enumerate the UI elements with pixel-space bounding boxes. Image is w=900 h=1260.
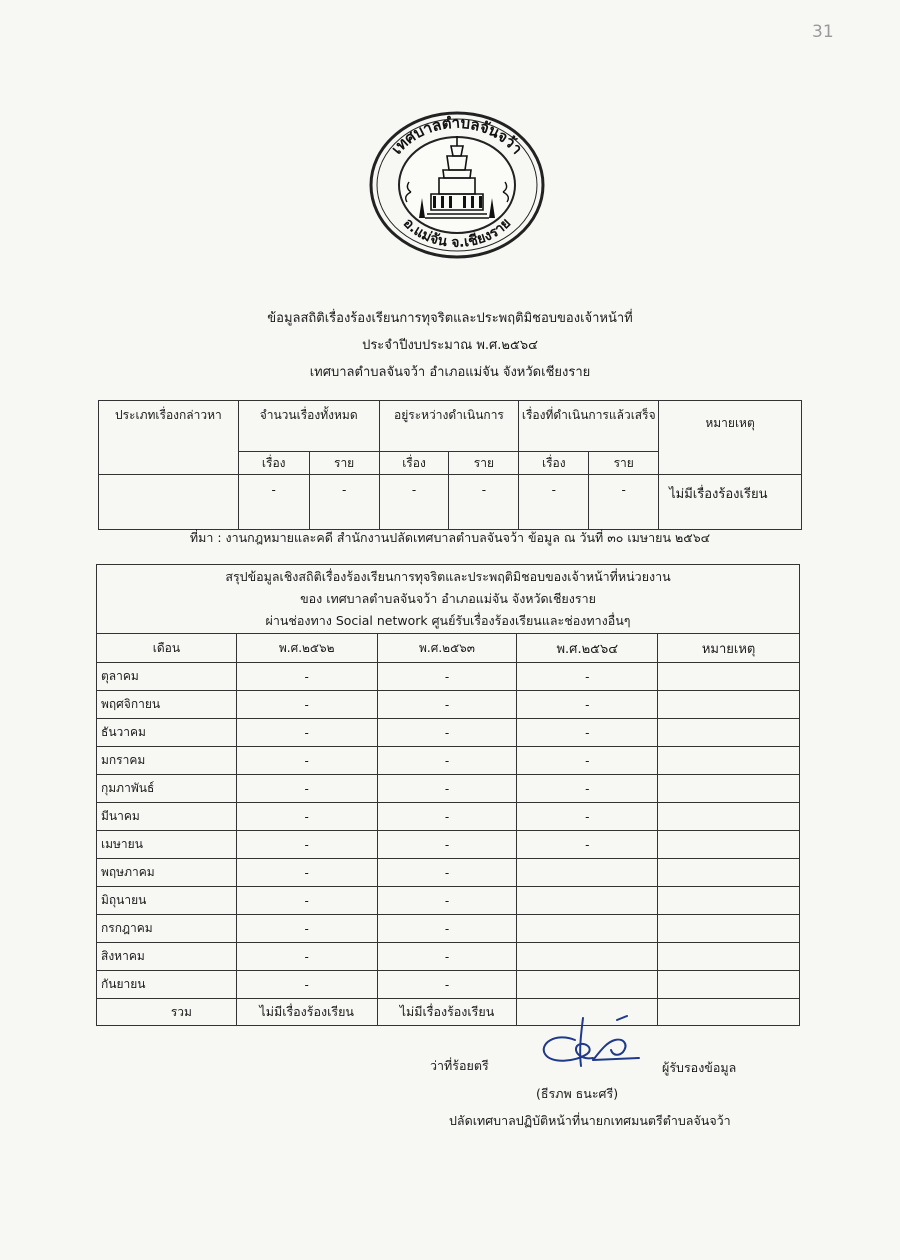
value-cell: - [236, 719, 377, 747]
remark-cell [658, 803, 800, 831]
value-cell: - [519, 475, 589, 530]
value-cell: - [517, 747, 658, 775]
remark-cell [658, 747, 800, 775]
caption-line-1: สรุปข้อมูลเชิงสถิติเรื่องร้องเรียนการทุจริตและประพฤติมิชอบของเจ้าหน้าที่หน่วยงาน [225, 569, 671, 584]
value-cell: - [517, 803, 658, 831]
value-cell: - [236, 915, 377, 943]
municipality-seal-logo [367, 110, 547, 260]
value-cell: - [236, 775, 377, 803]
value-cell: - [236, 887, 377, 915]
signer-position: ปลัดเทศบาลปฏิบัติหน้าที่นายกเทศมนตรีตำบลจันจว้า [449, 1113, 731, 1128]
organization-line: เทศบาลตำบลจันจว้า อำเภอแม่จัน จังหวัดเชียงราย [309, 365, 591, 380]
month-cell: ตุลาคม [97, 663, 237, 691]
header-year-2564: พ.ศ.๒๕๖๔ [517, 634, 658, 663]
value-cell: - [517, 663, 658, 691]
signer-prefix: ว่าที่ร้อยตรี [430, 1058, 489, 1073]
remark-cell [658, 943, 800, 971]
month-cell: กรกฎาคม [97, 915, 237, 943]
value-cell: - [377, 663, 517, 691]
handwritten-signature [535, 1010, 645, 1072]
value-cell: - [377, 831, 517, 859]
remark-cell [658, 691, 800, 719]
remark-cell [658, 915, 800, 943]
remark-cell [658, 831, 800, 859]
value-cell [517, 887, 658, 915]
value-cell: - [589, 475, 659, 530]
table-row [97, 663, 800, 691]
subheader-person: ราย [449, 452, 519, 475]
month-rows [97, 663, 800, 999]
source-note: ที่มา : งานกฎหมายและคดี สำนักงานปลัดเทศบาลตำบลจันจว้า ข้อมูล ณ วันที่ ๓๐ เมษายน ๒๕๖๔ [189, 530, 711, 545]
month-cell: มิถุนายน [97, 887, 237, 915]
month-cell: สิงหาคม [97, 943, 237, 971]
subheader-story: เรื่อง [238, 452, 309, 475]
monthly-summary-table [96, 564, 800, 1026]
page-number: 31 [812, 22, 834, 42]
month-cell: ธันวาคม [97, 719, 237, 747]
month-cell: กุมภาพันธ์ [97, 775, 237, 803]
header-year-2563: พ.ศ.๒๕๖๓ [377, 634, 517, 663]
value-cell: - [377, 887, 517, 915]
remark-cell [658, 859, 800, 887]
table-row [99, 475, 802, 530]
value-cell: - [377, 747, 517, 775]
complaint-type-cell [99, 475, 239, 530]
value-cell: - [238, 475, 309, 530]
value-cell: - [517, 831, 658, 859]
value-cell: - [377, 719, 517, 747]
value-cell: - [377, 775, 517, 803]
value-cell: - [236, 663, 377, 691]
table-row [97, 859, 800, 887]
subheader-person: ราย [589, 452, 659, 475]
value-cell: - [377, 859, 517, 887]
value-cell: - [517, 719, 658, 747]
table-row [97, 775, 800, 803]
remark-cell [658, 775, 800, 803]
value-cell [517, 943, 658, 971]
value-cell: - [236, 859, 377, 887]
month-cell: พฤศจิกายน [97, 691, 237, 719]
header-remark: หมายเหตุ [659, 401, 802, 475]
total-remark [658, 999, 800, 1026]
value-cell [517, 859, 658, 887]
value-cell: - [377, 915, 517, 943]
signer-name: (ธีรภพ ธนะศรี) [536, 1086, 619, 1101]
value-cell: - [377, 803, 517, 831]
value-cell: - [517, 775, 658, 803]
table-row [97, 887, 800, 915]
value-cell: - [236, 831, 377, 859]
header-total-count: จำนวนเรื่องทั้งหมด [238, 401, 379, 452]
remark-cell [658, 719, 800, 747]
header-year-2562: พ.ศ.๒๕๖๒ [236, 634, 377, 663]
table-row [97, 971, 800, 999]
value-cell: - [517, 691, 658, 719]
value-cell: - [379, 475, 449, 530]
total-label: รวม [97, 999, 237, 1026]
remark-cell [658, 887, 800, 915]
month-cell: เมษายน [97, 831, 237, 859]
seal-bottom-text: อ.แม่จัน จ.เชียงราย [399, 215, 515, 251]
value-cell: - [309, 475, 379, 530]
table-row [97, 943, 800, 971]
table-row [97, 803, 800, 831]
total-2563: ไม่มีเรื่องร้องเรียน [377, 999, 517, 1026]
header-remark: หมายเหตุ [658, 634, 800, 663]
remark-cell: ไม่มีเรื่องร้องเรียน [659, 475, 802, 530]
fiscal-year-line: ประจำปีงบประมาณ พ.ศ.๒๕๖๔ [362, 338, 538, 353]
value-cell: - [236, 971, 377, 999]
subheader-story: เรื่อง [379, 452, 449, 475]
value-cell: - [236, 943, 377, 971]
value-cell: - [377, 971, 517, 999]
subheader-story: เรื่อง [519, 452, 589, 475]
seal-top-text: เทศบาลตำบลจันจว้า [387, 113, 527, 158]
header-completed: เรื่องที่ดำเนินการแล้วเสร็จ [519, 401, 659, 452]
value-cell: - [377, 943, 517, 971]
month-cell: พฤษภาคม [97, 859, 237, 887]
remark-cell [658, 971, 800, 999]
value-cell: - [236, 803, 377, 831]
complaint-stats-table [98, 400, 802, 530]
header-in-progress: อยู่ระหว่างดำเนินการ [379, 401, 519, 452]
table-row [97, 691, 800, 719]
summary-caption [97, 565, 800, 634]
caption-line-2: ของ เทศบาลตำบลจันจว้า อำเภอแม่จัน จังหวัดเชียงราย [300, 591, 596, 606]
value-cell: - [377, 691, 517, 719]
table-row [97, 831, 800, 859]
table-row [97, 747, 800, 775]
table-row [97, 719, 800, 747]
remark-cell [658, 663, 800, 691]
signer-role: ผู้รับรองข้อมูล [662, 1060, 737, 1075]
table-row [97, 915, 800, 943]
month-cell: มกราคม [97, 747, 237, 775]
header-month: เดือน [97, 634, 237, 663]
month-cell: มีนาคม [97, 803, 237, 831]
header-complaint-type: ประเภทเรื่องกล่าวหา [99, 401, 239, 475]
value-cell: - [236, 691, 377, 719]
subheader-person: ราย [309, 452, 379, 475]
total-2562: ไม่มีเรื่องร้องเรียน [236, 999, 377, 1026]
report-title: ข้อมูลสถิติเรื่องร้องเรียนการทุจริตและประพฤติมิชอบของเจ้าหน้าที่ [267, 311, 633, 326]
total-row [97, 999, 800, 1026]
caption-line-3: ผ่านช่องทาง Social network ศูนย์รับเรื่องร้องเรียนและช่องทางอื่นๆ [265, 613, 631, 628]
value-cell [517, 971, 658, 999]
value-cell: - [449, 475, 519, 530]
value-cell: - [236, 747, 377, 775]
month-cell: กันยายน [97, 971, 237, 999]
value-cell [517, 915, 658, 943]
